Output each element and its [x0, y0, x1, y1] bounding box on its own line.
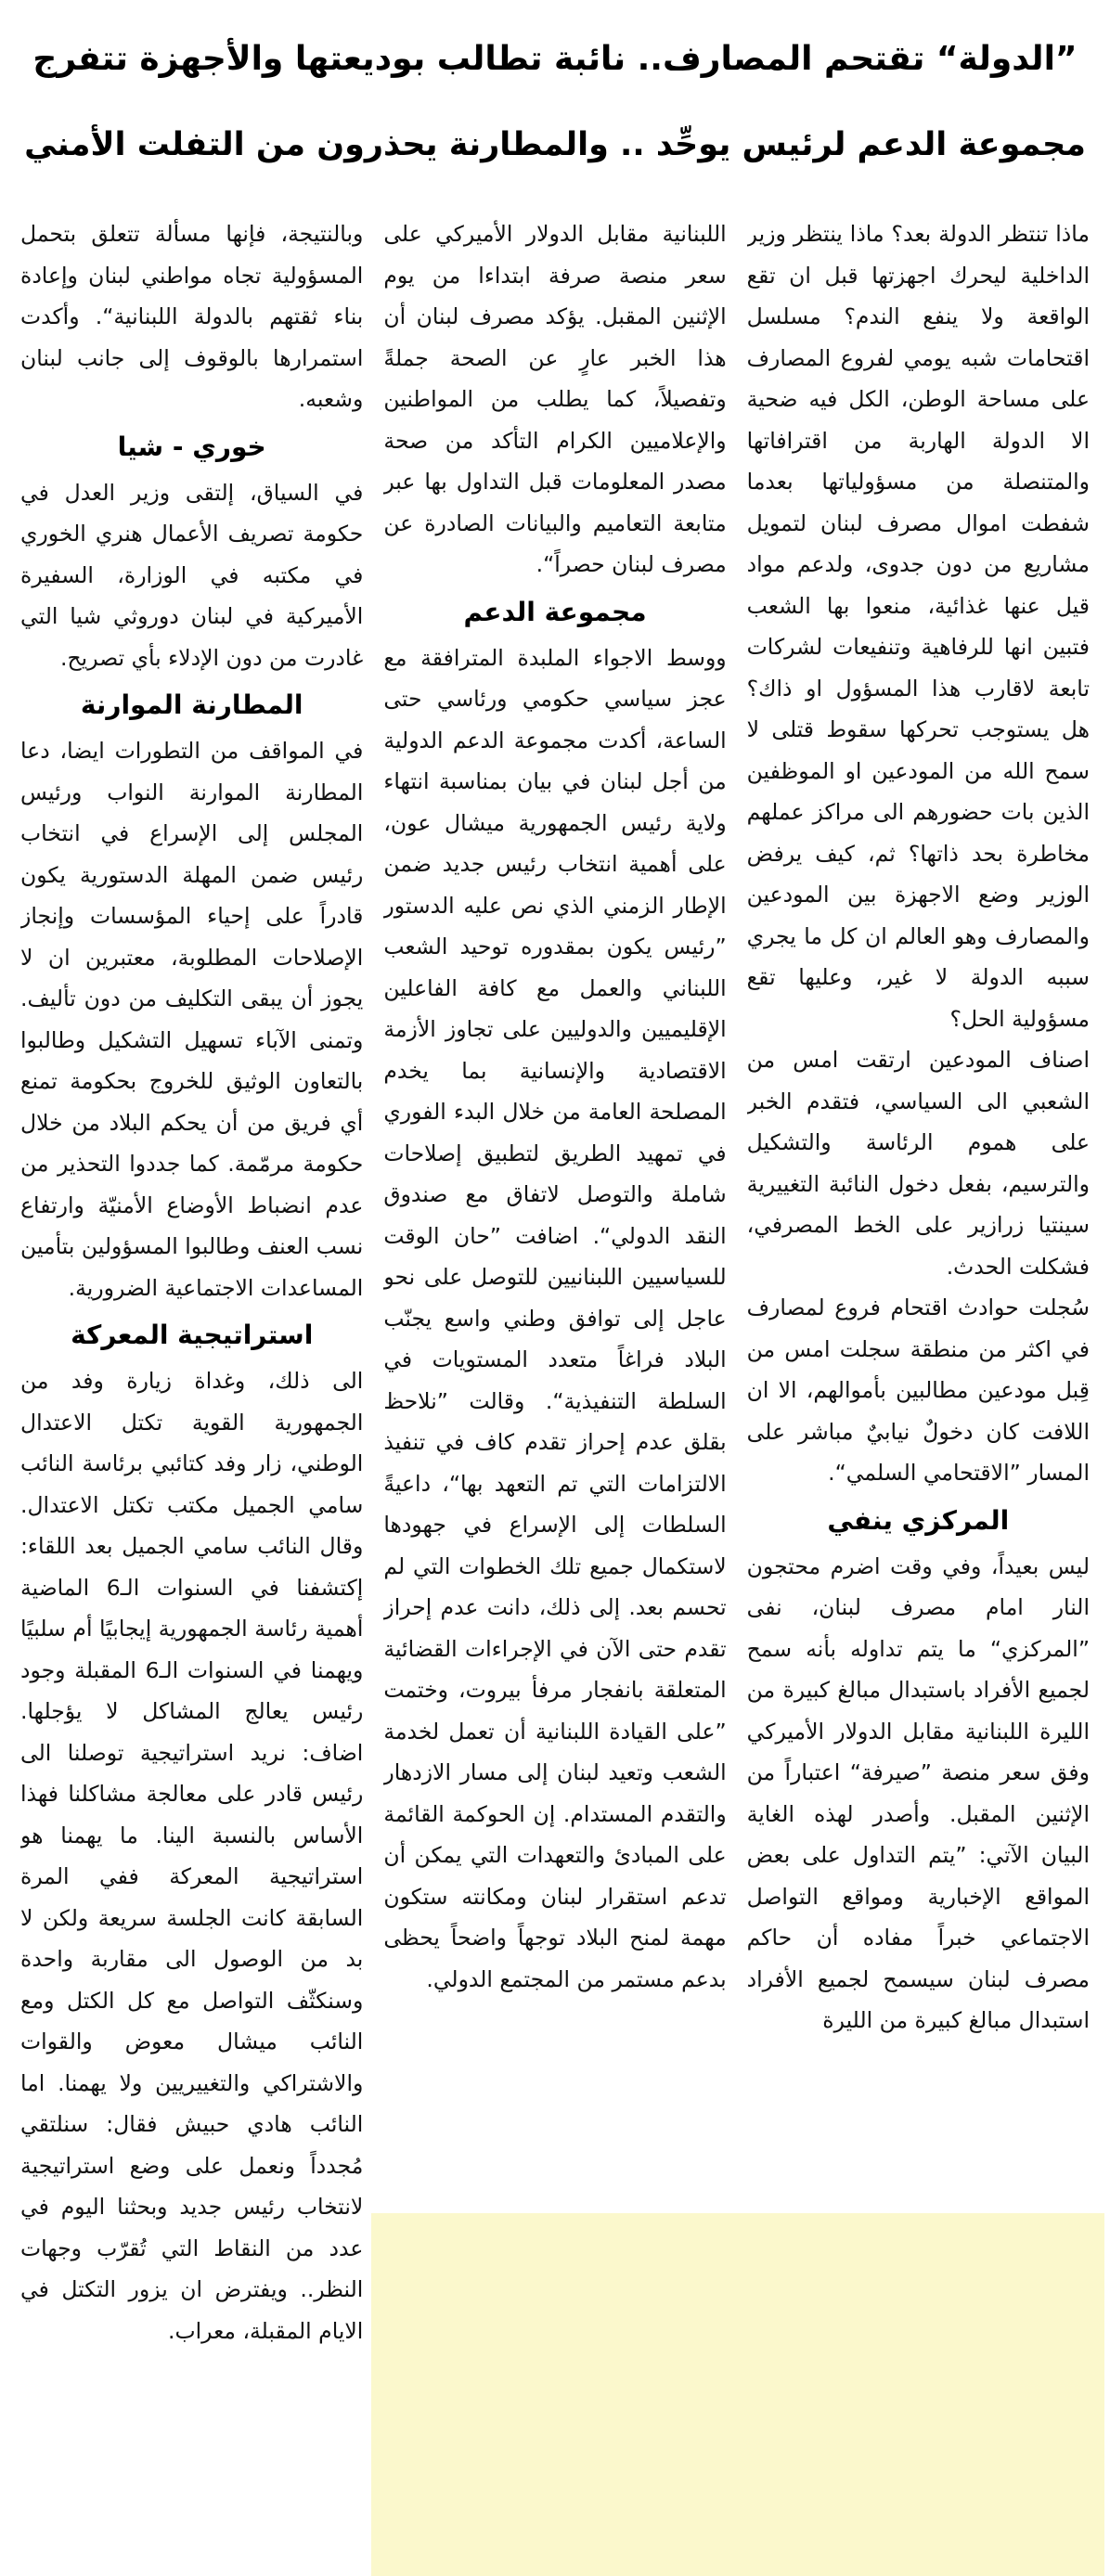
column-middle [383, 213, 726, 2561]
paragraph: اللبنانية مقابل الدولار الأميركي على سعر منصة صرفة ابتداءا من يوم الإثنين المقبل. يؤكد مصرف لبنان أن هذا الخبر عارٍ عن الصحة جملةً وتفصيلاً، كما يطلب من المواطنين والإعلاميين الكرام التأكد من صحة مصدر المعلومات قبل التداول بها عبر متابعة التعاميم والبيانات الصادرة عن مصرف لبنان حصراً“. [383, 221, 727, 577]
subheading-khoury-shea: خوري - شيا [117, 431, 266, 462]
paragraph: الى ذلك، وغداة زيارة وفد من الجمهورية القوية تكتل الاعتدال الوطني، زار وفد كتائبي برئاسة النائب سامي الجميل مكتب تكتل الاعتدال. وقال النائب سامي الجميل بعد اللقاء: إكتشفنا في السنوات الـ6 الماضية أهمية رئاسة الجمهورية إيجابيًا أم سلبيًا ويهمنا في السنوات الـ6 المقبلة وجود رئيس يعالج المشاكل لا يؤجلها. اضاف: نريد استراتيجية توصلنا الى رئيس قادر على معالجة مشاكلنا فهذا الأساس بالنسبة الينا. ما يهمنا هو استراتيجية المعركة ففي المرة السابقة كانت الجلسة سريعة ولكن لا بد من الوصول الى مقاربة واحدة وسنكثّف التواصل مع كل الكتل ومع النائب ميشال معوض والقوات والاشتراكي والتغييريين ولا يهمنا. اما النائب هادي حبيش فقال: سنلتقي مُجدداً ونعمل على وضع استراتيجية لانتخاب رئيس جديد وبحثنا اليوم في عدد من النقاط التي تُقرّب وجهات النظر.. ويفترض ان يزور التكتل في الايام المقبلة، معراب. [20, 1368, 364, 2344]
paragraph: ليس بعيداً، وفي وقت اضرم محتجون النار امام مصرف لبنان، نفى ”المركزي“ ما يتم تداوله بأنه سمح لجميع الأفراد باستبدال مبالغ كبيرة من الليرة اللبنانية مقابل الدولار الأميركي وفق سعر منصة ”صيرفة“ اعتباراً من الإثنين المقبل. وأصدر لهذه الغاية البيان الآتي: ”يتم التداول على بعض المواقع الإخبارية ومواقع التواصل الاجتماعي خبراً مفاده أن حاكم مصرف لبنان سيسمح لجميع الأفراد استبدال مبالغ كبيرة من الليرة [746, 1552, 1090, 2033]
subheading-battle-strategy: استراتيجية المعركة [71, 1320, 314, 1350]
paragraph: ماذا تنتظر الدولة بعد؟ ماذا ينتظر وزير الداخلية ليحرك اجهزتها قبل ان تقع الواقعة ولا ينفع الندم؟ مسلسل اقتحامات شبه يومي لفروع المصارف على مساحة الوطن، الكل فيه ضحية الا الدولة الهاربة من اقترافاتها والمتنصلة من مسؤولياتها بعدما شفطت اموال مصرف لبنان لتمويل مشاريع من دون جدوى، ولدعم مواد قيل عنها غذائية، منعوا بها الشعب فتبين انها للرفاهية وتنفيعات لشركات تابعة لاقارب هذا المسؤول او ذاك؟ هل يستوجب تحركها سقوط قتلى لا سمح الله من المودعين او الموظفين الذين بات حضورهم الى مراكز عملهم مخاطرة بحد ذاتها؟ ثم، كيف يرفض الوزير وضع الاجهزة بين المودعين والمصارف وهو العالم ان كل ما يجري سببه الدولة لا غير، وعليها تقع مسؤولية الحل؟ [746, 221, 1090, 1032]
headline-line-1: ”الدولة“ تقتحم المصارف.. نائبة تطالب بوديعتها والأجهزة تتفرج [32, 40, 1078, 78]
subheading-maronite-bishops: المطارنة الموارنة [80, 689, 303, 720]
paragraph: اصناف المودعين ارتقت امس من الشعبي الى السياسي، فتقدم الخبر على هموم الرئاسة والتشكيل والترسيم، بفعل دخول النائبة التغييرية سينتيا زرازير على الخط المصرفي، فشكلت الحدث. [746, 1047, 1090, 1280]
paragraph: في المواقف من التطورات ايضا، دعا المطارنة الموارنة النواب ورئيس المجلس إلى الإسراع في انتخاب رئيس ضمن المهلة الدستورية يكون قادراً على إحياء المؤسسات وإنجاز الإصلاحات المطلوبة، معتبرين ان لا يجوز أن يبقى التكليف من دون تأليف. وتمنى الآباء تسهيل التشكيل وطالبوا بالتعاون الوثيق للخروج بحكومة تمنع أي فريق من أن يحكم البلاد من خلال حكومة مرمّمة. كما جددوا التحذير من عدم انضباط الأوضاع الأمنيّة وارتفاع نسب العنف وطالبوا المسؤولين بتأمين المساعدات الاجتماعية الضرورية. [20, 738, 364, 1301]
headline-line-2: مجموعة الدعم لرئيس يوحِّد .. والمطارنة يحذرون من التفلت الأمني [24, 126, 1086, 163]
headline [20, 17, 1090, 187]
article-columns [20, 213, 1090, 2561]
subheading-markazi: المركزي ينفي [827, 1504, 1010, 1536]
paragraph: في السياق، إلتقى وزير العدل في حكومة تصريف الأعمال هنري الخوري في مكتبه في الوزارة، السفيرة الأميركية في لبنان دوروثي شيا التي غادرت من دون الإدلاء بأي تصريح. [20, 479, 364, 671]
subheading-support-group: مجموعة الدعم [463, 596, 647, 627]
paragraph: ووسط الاجواء الملبدة المترافقة مع عجز سياسي حكومي ورئاسي حتى الساعة، أكدت مجموعة الدعم الدولية من أجل لبنان في بيان بمناسبة انتهاء ولاية رئيس الجمهورية ميشال عون، على أهمية انتخاب رئيس جديد ضمن الإطار الزمني الذي نص عليه الدستور ”رئيس يكون بمقدوره توحيد الشعب اللبناني والعمل مع كافة الفاعلين الإقليميين والدوليين على تجاوز الأزمة الاقتصادية والإنسانية بما يخدم المصلحة العامة من خلال البدء الفوري في تمهيد الطريق لتطبيق إصلاحات شاملة والتوصل لاتفاق مع صندوق النقد الدولي“. اضافت ”حان الوقت للسياسيين اللبنانيين للتوصل على نحو عاجل إلى توافق وطني واسع يجنّب البلاد فراغاً متعدد المستويات في السلطة التنفيذية“. وقالت ”نلاحظ بقلق عدم إحراز تقدم كاف في تنفيذ الالتزامات التي تم التعهد بها“، داعيةً السلطات إلى الإسراع في جهودها لاستكمال جميع تلك الخطوات التي لم تحسم بعد. إلى ذلك، دانت عدم إحراز تقدم حتى الآن في الإجراءات القضائية المتعلقة بانفجار مرفأ بيروت، وختمت ”على القيادة اللبنانية أن تعمل لخدمة الشعب وتعيد لبنان إلى مسار الازدهار والتقدم المستدام. إن الحوكمة القائمة على المبادئ والتعهدات التي يمكن أن تدعم استقرار لبنان ومكانته ستكون مهمة لمنح البلاد توجهاً واضحاً يحظى بدعم مستمر من المجتمع الدولي. [383, 644, 727, 1992]
column-left [20, 213, 363, 2561]
column-right [747, 213, 1090, 2561]
paragraph: سُجلت حوادث اقتحام فروع لمصارف في اكثر من منطقة سجلت امس من قِبل مودعين مطالبين بأموالهم، الا ان اللافت كان دخولٌ نيابيٌ مباشر على المسار ”الاقتحامي السلمي“. [746, 1294, 1090, 1486]
paragraph: وبالنتيجة، فإنها مسألة تتعلق بتحمل المسؤولية تجاه مواطني لبنان وإعادة بناء ثقتهم بالدولة اللبنانية“. وأكدت استمرارها بالوقوف إلى جانب لبنان وشعبه. [20, 221, 364, 412]
